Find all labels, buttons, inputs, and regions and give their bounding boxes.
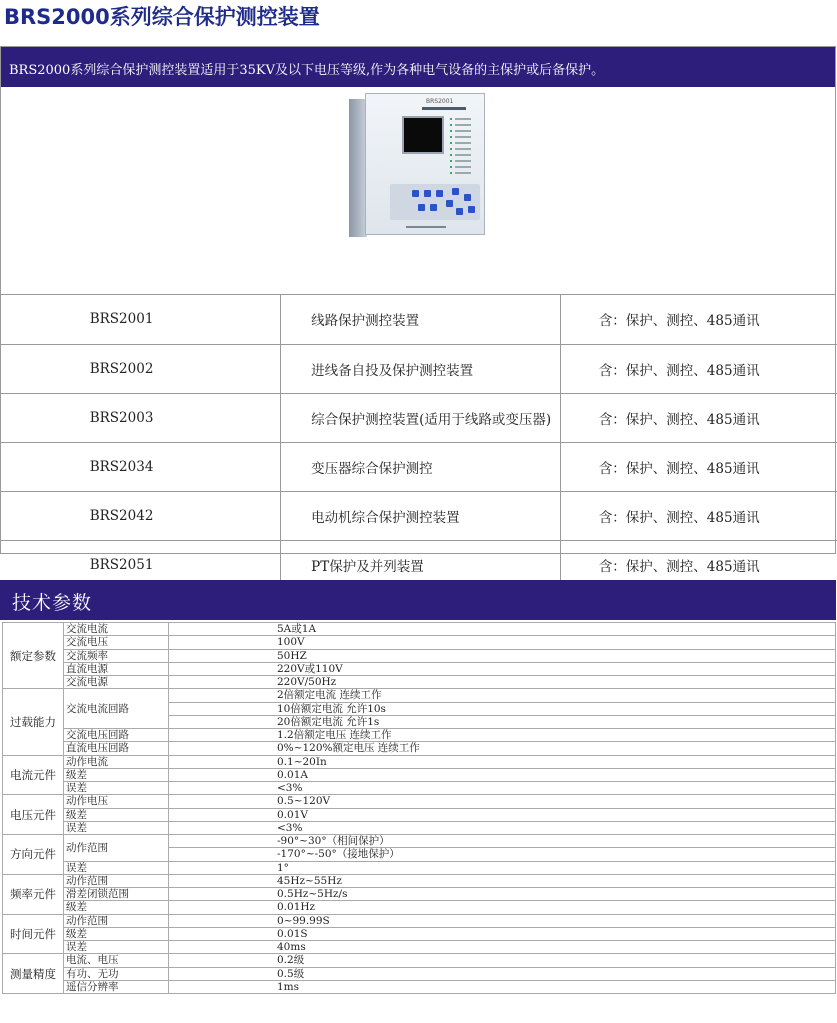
table-row: [3, 901, 836, 914]
intro-band: [1, 47, 835, 87]
led-icon: [450, 148, 452, 150]
table-row: [3, 927, 836, 940]
key-icon: [430, 204, 437, 211]
spec-value: 2倍额定电流 连续工作: [169, 689, 836, 702]
spec-value: 5A或1A: [169, 623, 836, 636]
spec-value: 20倍额定电流 允许1s: [169, 715, 836, 728]
led-label-mark: [455, 154, 471, 156]
spec-param: 误差: [64, 861, 169, 874]
spec-value: 100V: [169, 636, 836, 649]
key-icon: [464, 194, 471, 201]
spec-category: 时间元件: [3, 914, 64, 954]
product-name: 电动机综合保护测控装置: [281, 491, 561, 540]
key-icon: [418, 204, 425, 211]
page-title: BRS2000系列综合保护测控装置: [4, 5, 320, 29]
spec-param: 交流频率: [64, 649, 169, 662]
led-label-mark: [455, 142, 471, 144]
led-label-mark: [455, 172, 471, 174]
table-row: [3, 755, 836, 768]
device-footer-mark: [406, 226, 446, 228]
table-row: [3, 967, 836, 980]
table-row: [3, 954, 836, 967]
product-code: BRS2034: [1, 442, 281, 491]
product-code: BRS2042: [1, 491, 281, 540]
spec-param: 直流电压回路: [64, 742, 169, 755]
led-icon: [450, 142, 452, 144]
spec-value: -170°~-50°（接地保护）: [169, 848, 836, 861]
spec-param: 交流电压: [64, 636, 169, 649]
led-label-mark: [455, 166, 471, 168]
spec-param: 动作电压: [64, 795, 169, 808]
spec-value: 0.5级: [169, 967, 836, 980]
spec-param: 交流电源: [64, 676, 169, 689]
key-icon: [452, 188, 459, 195]
spec-param: 交流电压回路: [64, 729, 169, 742]
key-icon: [424, 190, 431, 197]
table-row: [3, 768, 836, 781]
device-front-panel: [365, 93, 485, 235]
led-label-mark: [455, 148, 471, 150]
table-row: [3, 742, 836, 755]
spec-value: 0~99.99S: [169, 914, 836, 927]
product-name: 变压器综合保护测控: [281, 442, 561, 491]
product-name: 线路保护测控装置: [281, 295, 561, 344]
table-row: [3, 980, 836, 993]
led-label-mark: [455, 118, 471, 120]
spec-param: 误差: [64, 821, 169, 834]
table-row: [3, 914, 836, 927]
table-row: [3, 689, 836, 702]
led-label-mark: [455, 136, 471, 138]
spec-param: 误差: [64, 941, 169, 954]
spec-category: 过载能力: [3, 689, 64, 755]
spec-value: 220V/50Hz: [169, 676, 836, 689]
spec-value: 45Hz~55Hz: [169, 874, 836, 887]
table-row: [3, 888, 836, 901]
spec-param: 误差: [64, 782, 169, 795]
product-features: 含：保护、测控、485通讯: [560, 491, 837, 540]
led-icon: [450, 130, 452, 132]
product-code: BRS2001: [1, 295, 281, 344]
spec-param: 滑差闭锁范围: [64, 888, 169, 901]
table-row: [3, 636, 836, 649]
spec-table: [2, 622, 836, 994]
led-label-mark: [455, 130, 471, 132]
spec-value: <3%: [169, 782, 836, 795]
spec-value: 0.5~120V: [169, 795, 836, 808]
spec-value: 0.01A: [169, 768, 836, 781]
table-row: [3, 649, 836, 662]
spec-value: 0.1~20In: [169, 755, 836, 768]
spec-param: 级差: [64, 901, 169, 914]
led-icon: [450, 154, 452, 156]
led-icon: [450, 160, 452, 162]
spec-title: 技术参数: [12, 592, 93, 614]
product-code: BRS2003: [1, 393, 281, 442]
led-icon: [450, 136, 452, 138]
spec-value: 0%~120%额定电压 连续工作: [169, 742, 836, 755]
key-icon: [436, 190, 443, 197]
table-row: [3, 623, 836, 636]
table-row: [3, 941, 836, 954]
spec-value: 0.5Hz~5Hz/s: [169, 888, 836, 901]
table-row: [3, 808, 836, 821]
table-row: [3, 676, 836, 689]
table-row: [3, 821, 836, 834]
device-image-area: [1, 87, 835, 295]
spec-param: 动作范围: [64, 874, 169, 887]
product-code: BRS2051: [1, 540, 281, 589]
spec-value: 0.01Hz: [169, 901, 836, 914]
spec-param: 级差: [64, 808, 169, 821]
spec-param: 级差: [64, 927, 169, 940]
table-row: [1, 393, 837, 442]
product-code: BRS2002: [1, 344, 281, 393]
key-icon: [456, 208, 463, 215]
spec-value: 220V或110V: [169, 662, 836, 675]
spec-value: 1°: [169, 861, 836, 874]
product-features: 含：保护、测控、485通讯: [598, 313, 760, 330]
intro-text: BRS2000系列综合保护测控装置适用于35KV及以下电压等级,作为各种电气设备的主保护或后备保护。: [9, 63, 605, 78]
spec-category: 方向元件: [3, 835, 64, 875]
product-name: PT保护及并列装置: [281, 540, 561, 589]
led-icon: [450, 172, 452, 174]
device-indicator-leds: [450, 118, 476, 188]
spec-param: 动作范围: [64, 835, 169, 862]
product-table: [1, 295, 837, 589]
spec-param: 级差: [64, 768, 169, 781]
product-section: [0, 46, 836, 575]
table-row: [1, 491, 837, 540]
product-name: 综合保护测控装置(适用于线路或变压器): [281, 393, 561, 442]
key-icon: [468, 206, 475, 213]
spec-value: 0.01S: [169, 927, 836, 940]
spec-value: 50HZ: [169, 649, 836, 662]
spec-header-band: [0, 580, 836, 620]
spec-category: 电压元件: [3, 795, 64, 835]
spec-category: 额定参数: [3, 623, 64, 689]
table-row: [3, 861, 836, 874]
table-row: [3, 782, 836, 795]
led-icon: [450, 124, 452, 126]
spec-param: 电流、电压: [64, 954, 169, 967]
spec-category: 测量精度: [3, 954, 64, 994]
spec-category: 频率元件: [3, 874, 64, 914]
product-features: 含：保护、测控、485通讯: [560, 540, 837, 589]
spec-param: 动作范围: [64, 914, 169, 927]
key-icon: [412, 190, 419, 197]
spec-value: 0.01V: [169, 808, 836, 821]
led-icon: [450, 118, 452, 120]
spec-value: 0.2级: [169, 954, 836, 967]
device-name-plate: [422, 107, 466, 110]
table-row: [1, 295, 837, 344]
led-label-mark: [455, 124, 471, 126]
table-row: [3, 835, 836, 848]
spec-value: 1.2倍额定电压 连续工作: [169, 729, 836, 742]
spec-param: 遥信分辨率: [64, 980, 169, 993]
table-row: [3, 662, 836, 675]
spec-param: 动作电流: [64, 755, 169, 768]
spec-category: 电流元件: [3, 755, 64, 795]
spec-param: 交流电流: [64, 623, 169, 636]
product-features: 含：保护、测控、485通讯: [560, 344, 837, 393]
led-icon: [450, 166, 452, 168]
device-lcd-screen: [402, 116, 444, 154]
table-row: [3, 795, 836, 808]
spec-value: -90°~30°（相间保护）: [169, 835, 836, 848]
product-name: 进线备自投及保护测控装置: [281, 344, 561, 393]
table-row: [3, 874, 836, 887]
device-image: [349, 93, 487, 247]
key-icon: [446, 200, 453, 207]
device-model-label: BRS2001: [426, 98, 454, 105]
table-row: [3, 729, 836, 742]
spec-param: 有功、无功: [64, 967, 169, 980]
spec-value: <3%: [169, 821, 836, 834]
table-row: [1, 442, 837, 491]
device-keypad: [390, 184, 480, 220]
product-features: 含：保护、测控、485通讯: [560, 393, 837, 442]
product-features: 含：保护、测控、485通讯: [560, 442, 837, 491]
spec-value: 40ms: [169, 941, 836, 954]
led-label-mark: [455, 160, 471, 162]
spec-value: 1ms: [169, 980, 836, 993]
spec-param: 直流电源: [64, 662, 169, 675]
spec-param: 交流电流回路: [64, 689, 169, 729]
table-row: [1, 344, 837, 393]
spec-value: 10倍额定电流 允许10s: [169, 702, 836, 715]
